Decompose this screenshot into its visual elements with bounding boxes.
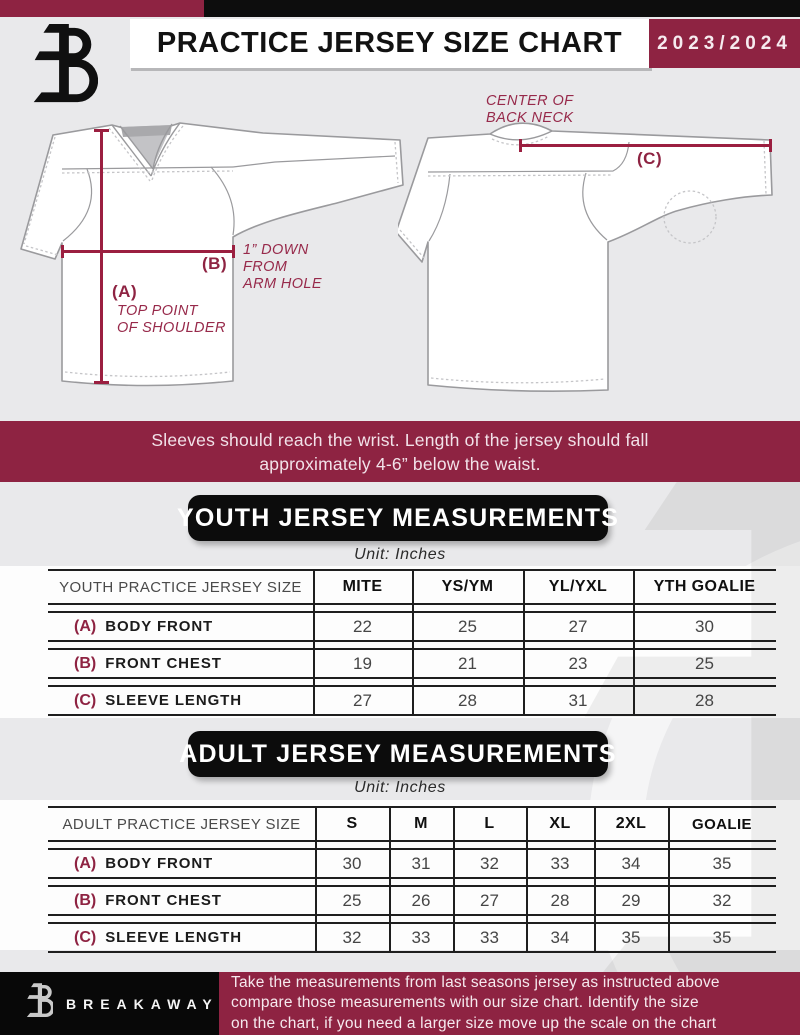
- season-label: 2023/2024: [657, 32, 792, 54]
- value-cell: 19: [353, 653, 372, 673]
- top-strip-maroon: [0, 0, 204, 17]
- table-divider: [412, 569, 414, 716]
- top-strip-black: [204, 0, 800, 17]
- value-cell: 27: [480, 890, 499, 910]
- value-cell: 31: [568, 690, 588, 710]
- adult-section-banner: [179, 731, 617, 777]
- value-cell: 31: [411, 853, 431, 873]
- table-header-row: [48, 806, 776, 842]
- measure-line-a-top-tick: [94, 129, 109, 132]
- value-cell: 30: [695, 616, 714, 636]
- value-cell: 28: [695, 690, 714, 710]
- measure-line-a: [100, 130, 103, 383]
- footer-instruction-line3: on the chart, if you need a larger size move up the scale on the chart: [231, 1014, 717, 1032]
- adult-unit-label: Unit: Inches: [354, 779, 446, 796]
- column-header: S: [346, 815, 358, 832]
- label-c: (C): [637, 149, 663, 168]
- size-header-cell: ADULT PRACTICE JERSEY SIZE: [62, 815, 301, 833]
- value-cell: 26: [411, 890, 431, 910]
- row-label-cell: (B) FRONT CHEST: [74, 891, 222, 909]
- value-cell: 33: [480, 927, 499, 947]
- page-title: PRACTICE JERSEY SIZE CHART: [156, 27, 623, 59]
- value-cell: 35: [621, 927, 641, 947]
- table-divider: [389, 806, 391, 953]
- column-header: MITE: [342, 578, 383, 595]
- table-divider: [315, 806, 317, 953]
- fit-note-line2: approximately 4-6” below the waist.: [259, 453, 541, 474]
- measure-line-b: [62, 250, 234, 253]
- value-cell: 27: [353, 690, 372, 710]
- value-cell: 27: [568, 616, 588, 636]
- footer-instruction-line1: Take the measurements from last seasons jersey as instructed above: [231, 973, 720, 991]
- value-cell: 35: [712, 927, 732, 947]
- value-cell: 32: [712, 890, 732, 910]
- table-row: [48, 885, 776, 916]
- row-label-cell: (C) SLEEVE LENGTH: [74, 691, 242, 709]
- value-cell: 23: [568, 653, 588, 673]
- value-cell: 28: [458, 690, 477, 710]
- footer-instruction-line2: compare those measurements with our size chart. Identify the size: [231, 994, 699, 1012]
- measure-line-c-left-tick: [519, 139, 522, 152]
- adult-size-table: [48, 806, 776, 953]
- table-divider: [633, 569, 635, 716]
- measure-line-c-right-tick: [769, 139, 772, 152]
- column-header: M: [414, 815, 428, 832]
- label-b: (B): [202, 254, 228, 273]
- youth-section-banner: [176, 495, 620, 541]
- breakaway-logo-icon: [28, 24, 98, 111]
- value-cell: 25: [695, 653, 714, 673]
- measure-line-a-bottom-tick: [94, 381, 109, 384]
- page-title-box: [130, 19, 649, 68]
- table-divider: [594, 806, 596, 953]
- measure-line-c: [520, 144, 771, 147]
- youth-section-title: YOUTH JERSEY MEASUREMENTS: [176, 503, 620, 532]
- value-cell: 32: [480, 853, 499, 873]
- value-cell: 22: [353, 616, 372, 636]
- value-cell: 30: [342, 853, 362, 873]
- fit-note-banner: [0, 421, 800, 482]
- value-cell: 21: [458, 653, 477, 673]
- value-cell: 33: [550, 853, 570, 873]
- value-cell: 34: [621, 853, 641, 873]
- measure-line-b-left-tick: [61, 245, 64, 258]
- back-jersey-diagram: [398, 112, 778, 397]
- row-label-cell: (B) FRONT CHEST: [74, 654, 222, 672]
- value-cell: 29: [621, 890, 641, 910]
- youth-unit-label: Unit: Inches: [354, 546, 446, 563]
- table-divider: [523, 569, 525, 716]
- value-cell: 25: [342, 890, 362, 910]
- footer-brand-panel: [0, 972, 219, 1035]
- row-label-cell: (A) BODY FRONT: [74, 854, 214, 872]
- label-b-note: 1” DOWN FROM ARM HOLE: [243, 242, 322, 292]
- label-c-note: CENTER OF BACK NECK: [486, 93, 574, 126]
- value-cell: 25: [458, 616, 477, 636]
- column-header: YTH GOALIE: [653, 578, 756, 595]
- footer-brand-name: BREAKAWAY: [66, 995, 219, 1012]
- table-row: [48, 922, 776, 953]
- table-divider: [313, 569, 315, 716]
- column-header: XL: [549, 815, 571, 832]
- youth-size-table: [48, 569, 776, 716]
- size-header-cell: YOUTH PRACTICE JERSEY SIZE: [59, 578, 302, 596]
- fit-note-line1: Sleeves should reach the wrist. Length of the jersey should fall: [151, 429, 649, 450]
- table-divider: [453, 806, 455, 953]
- column-header: 2XL: [615, 815, 647, 832]
- table-divider: [526, 806, 528, 953]
- column-header: GOALIE: [692, 815, 752, 833]
- breakaway-logo-footer-icon: [26, 983, 53, 1024]
- row-label-cell: (C) SLEEVE LENGTH: [74, 928, 242, 946]
- label-a: (A): [112, 282, 138, 301]
- measure-line-b-right-tick: [232, 245, 235, 258]
- column-header: L: [484, 815, 495, 832]
- value-cell: 35: [712, 853, 732, 873]
- table-divider: [668, 806, 670, 953]
- table-row: [48, 848, 776, 879]
- row-label-cell: (A) BODY FRONT: [74, 617, 214, 635]
- value-cell: 34: [550, 927, 570, 947]
- value-cell: 32: [342, 927, 362, 947]
- adult-section-title: ADULT JERSEY MEASUREMENTS: [179, 739, 617, 768]
- value-cell: 28: [550, 890, 570, 910]
- season-badge: [649, 19, 800, 68]
- footer-instructions-panel: [219, 972, 800, 1035]
- label-a-note: TOP POINT OF SHOULDER: [117, 303, 226, 336]
- column-header: YS/YM: [441, 578, 494, 595]
- value-cell: 33: [411, 927, 431, 947]
- column-header: YL/YXL: [548, 578, 608, 595]
